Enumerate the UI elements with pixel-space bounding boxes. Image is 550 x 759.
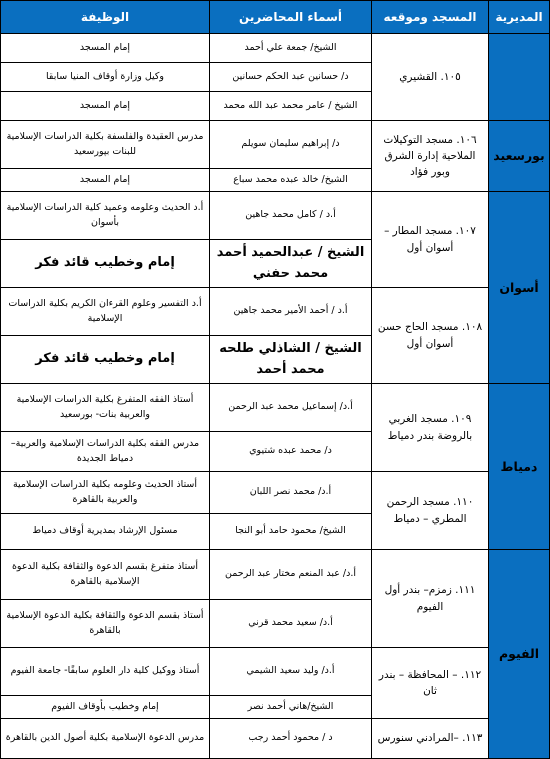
mosque-cell: ١١٢. – المحافظة – بندر ثان: [372, 648, 489, 719]
job-cell: أ.د التفسير وعلوم القرءان الكريم بكلية الدراسات الإسلامية: [1, 288, 210, 336]
lecturer-name-cell: د/ حسانين عبد الحكم حسانين: [210, 63, 372, 92]
table-row: [1, 384, 550, 432]
lecturer-name-cell: الشيخ/ جمعة علي أحمد: [210, 34, 372, 63]
table-row: [1, 648, 550, 696]
governorate-cell: [489, 34, 550, 121]
lecturer-name-cell: أ.د/ سعيد محمد قرني: [210, 600, 372, 648]
lecturer-name-cell: أ.د / كامل محمد جاهين: [210, 192, 372, 240]
job-cell: مدرس العقيدة والفلسفة بكلية الدراسات الإسلامية للبنات بپورسعيد: [1, 121, 210, 169]
governorate-cell: بورسعيد: [489, 121, 550, 192]
lecturer-name-cell: أ.د / أحمد الأمير محمد جاهين: [210, 288, 372, 336]
mosque-cell: ١٠٨. مسجد الحاج حسن أسوان أول: [372, 288, 489, 384]
job-cell: أستاذ بقسم الدعوة والثقافة بكلية الدعوة الإسلامية بالقاهرة: [1, 600, 210, 648]
table-row: [1, 550, 550, 600]
governorate-cell: أسوان: [489, 192, 550, 384]
table-row: [1, 34, 550, 63]
header-lecturers: أسماء المحاضرين: [210, 1, 372, 34]
mosque-cell: ١١٣. –المرادني سنورس: [372, 719, 489, 759]
table-row: [1, 121, 550, 169]
lecturer-name-cell: الشيخ / الشاذلي طلحه محمد أحمد: [210, 336, 372, 384]
table-row: [1, 719, 550, 759]
job-cell: أستاذ ووكيل كلية دار العلوم سابقًا- جامعة الفيوم: [1, 648, 210, 696]
job-cell: مسئول الإرشاد بمديرية أوقاف دمياط: [1, 514, 210, 550]
job-cell: مدرس الفقه بكلية الدراسات الإسلامية والعربية– دمياط الجديدة: [1, 432, 210, 472]
lecturer-name-cell: الشيخ / عامر محمد عبد الله محمد: [210, 92, 372, 121]
job-cell: إمام المسجد: [1, 92, 210, 121]
table-row: [1, 192, 550, 240]
mosque-cell: ١٠٧. مسجد المطار – أسوان أول: [372, 192, 489, 288]
lecturer-name-cell: الشيخ/هاني أحمد نصر: [210, 696, 372, 719]
mosque-cell: ١٠٥. القشيري: [372, 34, 489, 121]
lecturer-name-cell: الشيخ/ محمود حامد أبو النجا: [210, 514, 372, 550]
job-cell: أ.د الحديث وعلومه وعميد كلية الدراسات الإسلامية بأسوان: [1, 192, 210, 240]
table-row: [1, 288, 550, 336]
mosque-cell: ١٠٩. مسجد الغربي بالروضة بندر دمياط: [372, 384, 489, 472]
job-cell: مدرس الدعوة الإسلامية بكلية أصول الدين بالقاهرة: [1, 719, 210, 759]
job-cell: أستاذ متفرغ بقسم الدعوة والثقافة بكلية الدعوة الإسلامية بالقاهرة: [1, 550, 210, 600]
table-row: [1, 472, 550, 514]
lecturer-name-cell: أ.د/ إسماعيل محمد عبد الرحمن: [210, 384, 372, 432]
header-mosque: المسجد وموقعه: [372, 1, 489, 34]
lecturer-name-cell: أ.د/ عبد المنعم مختار عبد الرحمن: [210, 550, 372, 600]
mosque-cell: ١٠٦. مسجد التوكيلات الملاحية إدارة الشرق وبور فؤاد: [372, 121, 489, 192]
lecturer-name-cell: د/ محمد عبده شتيوي: [210, 432, 372, 472]
job-cell: إمام المسجد: [1, 34, 210, 63]
job-cell: أستاذ الحديث وعلومه بكلية الدراسات الإسلامية والعربية بالقاهرة: [1, 472, 210, 514]
governorate-cell: الفيوم: [489, 550, 550, 759]
mosque-cell: ١١١. زمزم– بندر أول الفيوم: [372, 550, 489, 648]
job-cell: وكيل وزارة أوقاف المنيا سابقا: [1, 63, 210, 92]
table-header-row: [1, 1, 550, 34]
header-gov: المديرية: [489, 1, 550, 34]
job-cell: إمام وخطيب قائد فكر: [1, 240, 210, 288]
job-cell: إمام المسجد: [1, 169, 210, 192]
job-cell: أستاذ الفقه المتفرغ بكلية الدراسات الإسلامية والعربية بنات- بورسعيد: [1, 384, 210, 432]
lecturer-name-cell: د/ إبراهيم سليمان سويلم: [210, 121, 372, 169]
lecturer-name-cell: د / محمود أحمد رجب: [210, 719, 372, 759]
lecturer-name-cell: أ.د/ محمد نصر اللبان: [210, 472, 372, 514]
governorate-cell: دمياط: [489, 384, 550, 550]
header-job: الوظيفة: [1, 1, 210, 34]
lecturer-name-cell: الشيخ / عبدالحميد أحمد محمد حفني: [210, 240, 372, 288]
job-cell: إمام وخطيب بأوقاف الفيوم: [1, 696, 210, 719]
lecturer-name-cell: الشيخ/ خالد عبده محمد سباع: [210, 169, 372, 192]
lecturer-name-cell: أ.د/ وليد سعيد الشيمي: [210, 648, 372, 696]
job-cell: إمام وخطيب قائد فكر: [1, 336, 210, 384]
mosque-cell: ١١٠. مسجد الرحمن المطري – دمياط: [372, 472, 489, 550]
